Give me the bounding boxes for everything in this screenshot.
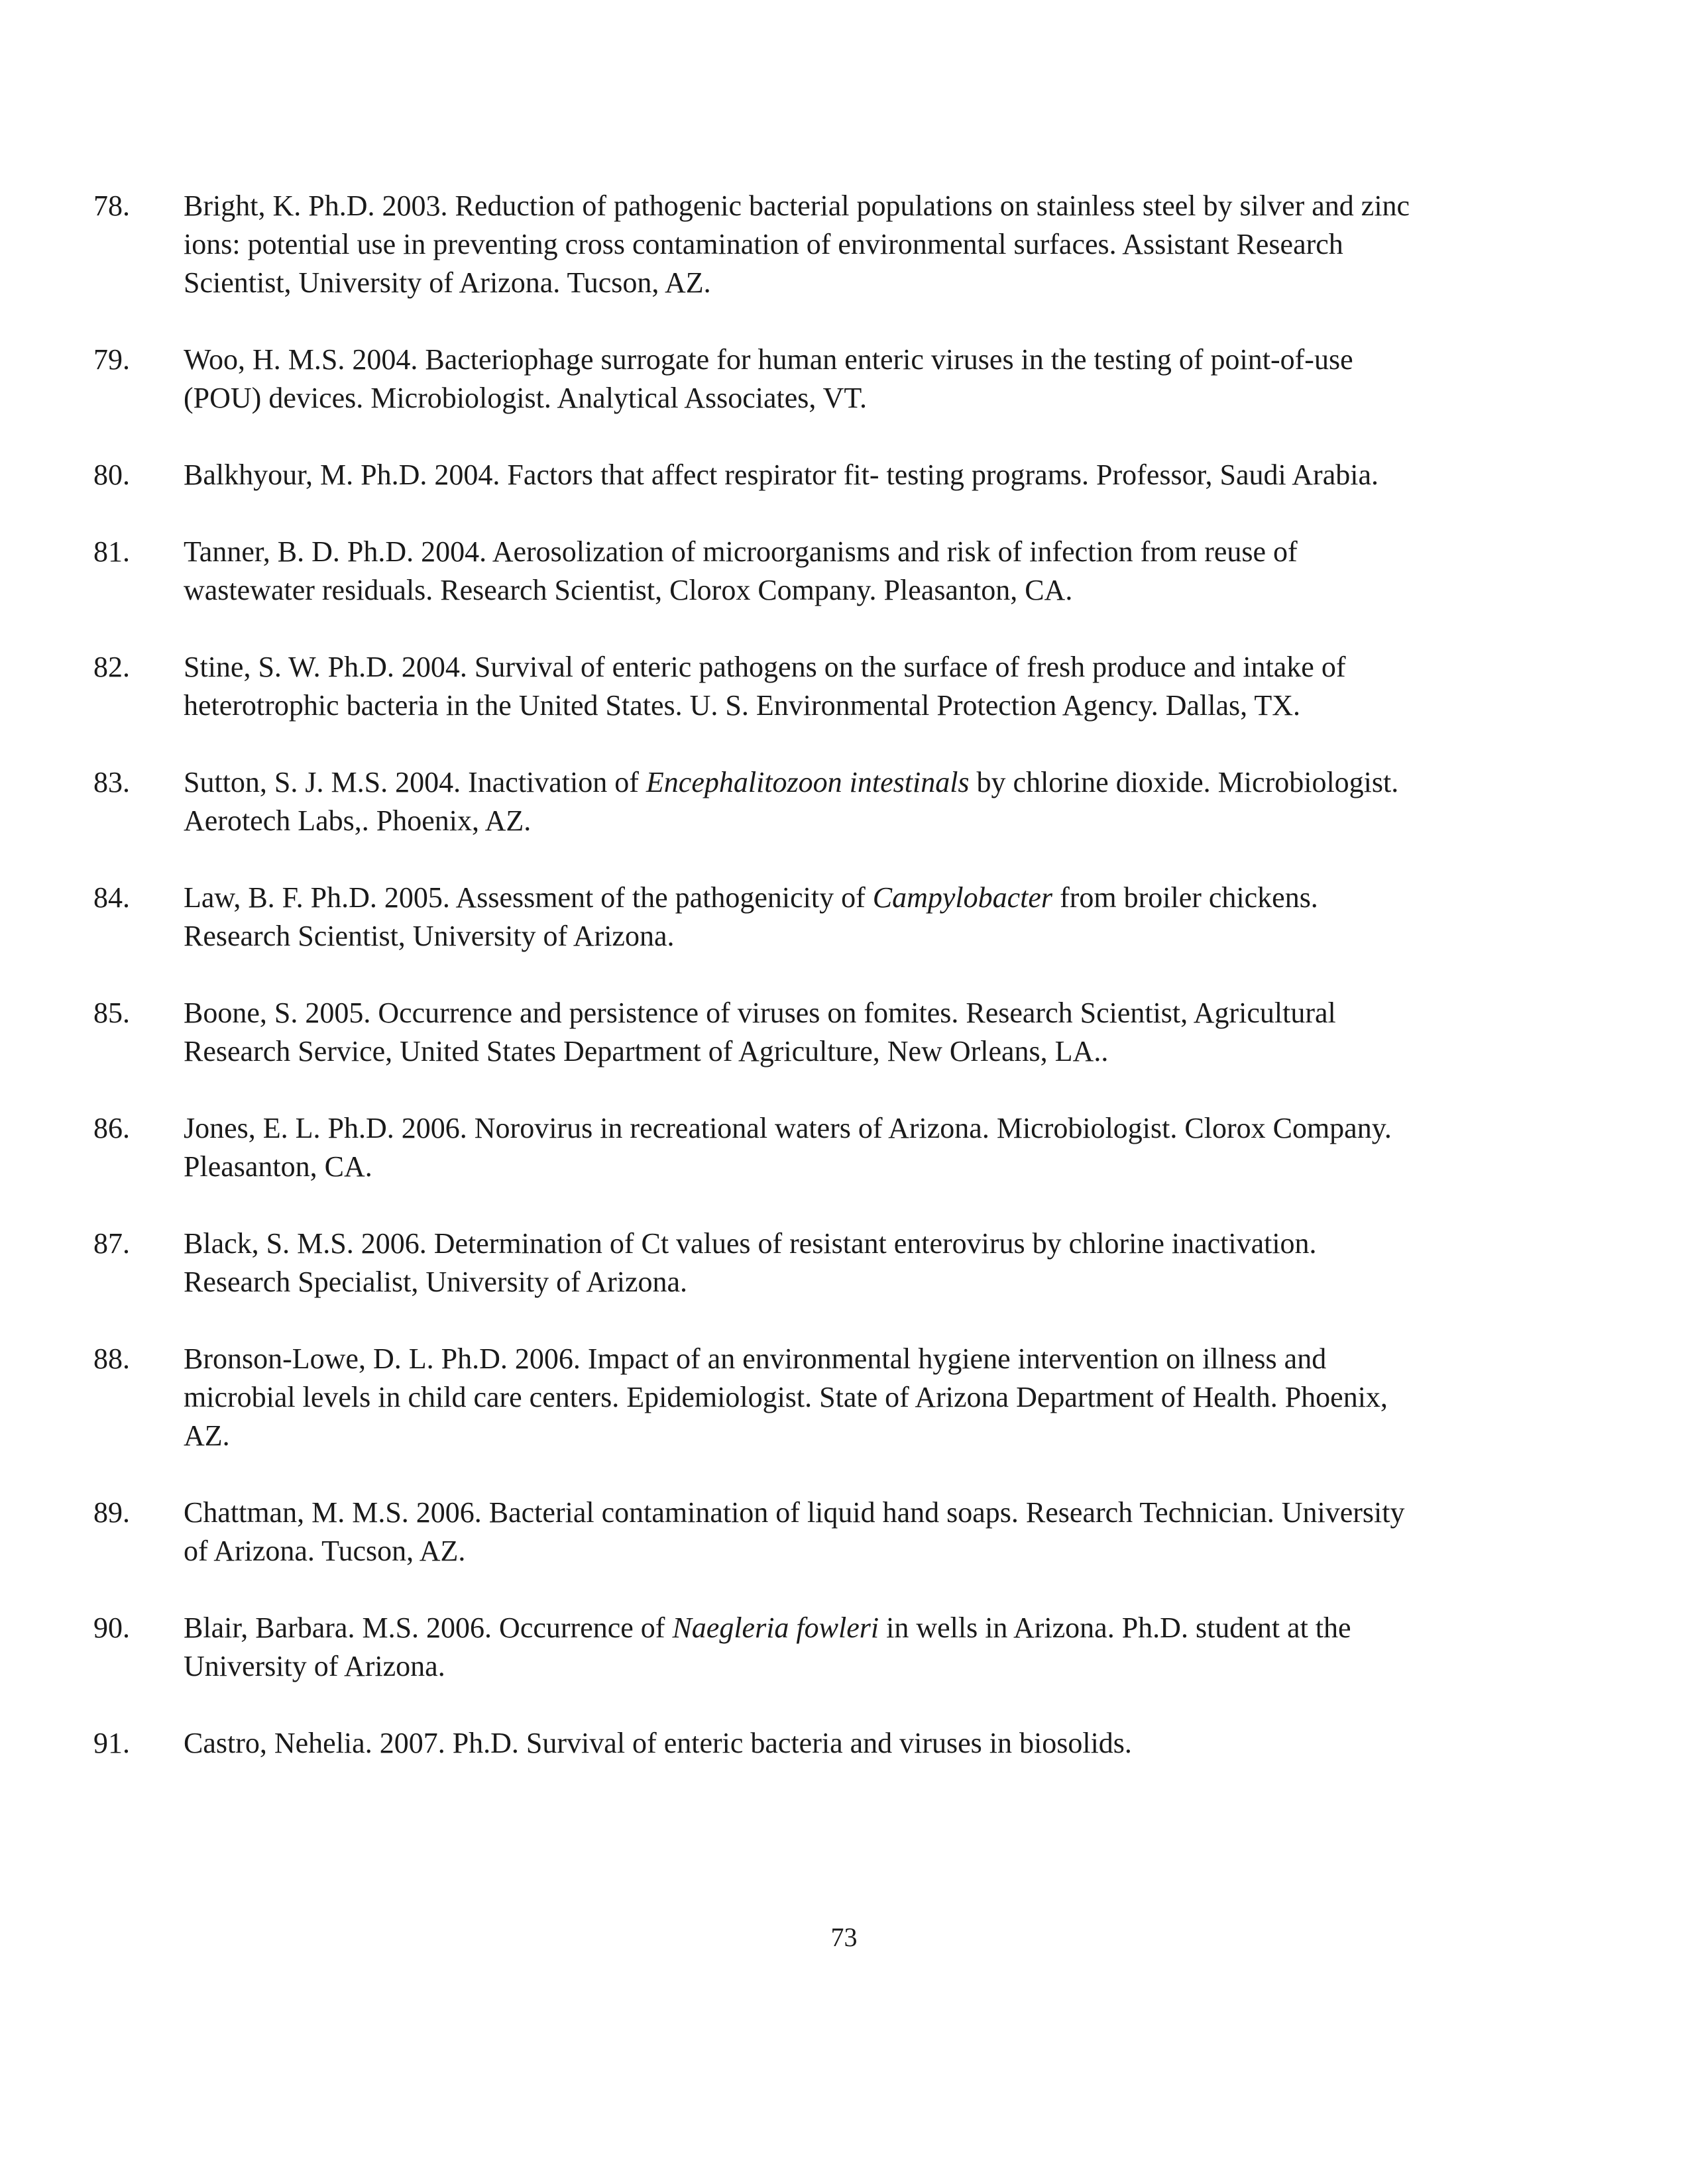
item-number: 91. — [93, 1727, 130, 1759]
item-number: 86. — [93, 1112, 130, 1144]
text-segment: Sutton, S. J. M.S. 2004. Inactivation of — [184, 766, 646, 798]
item-text — [184, 1724, 1688, 1763]
text-line — [184, 225, 1688, 264]
item-number: 82. — [93, 651, 130, 683]
text-segment: by chlorine dioxide. Microbiologist. — [969, 766, 1399, 798]
page-number: 73 — [830, 1922, 858, 1952]
item-number: 90. — [93, 1611, 130, 1644]
text-line — [184, 1378, 1688, 1417]
text-line — [184, 379, 1688, 417]
text-line — [184, 264, 1688, 302]
text-segment: AZ. — [184, 1419, 230, 1452]
text-segment: University of Arizona. — [184, 1650, 445, 1682]
item-text — [184, 879, 1688, 956]
text-segment: Boone, S. 2005. Occurrence and persistence of viruses on fomites. Research Scientist, Agricultural — [184, 997, 1336, 1029]
item-text — [184, 648, 1688, 725]
italic-species-name: Naegleria fowleri — [672, 1611, 879, 1644]
list-item — [0, 879, 1688, 956]
item-text — [184, 1225, 1688, 1301]
text-line — [184, 994, 1688, 1032]
list-item — [0, 1494, 1688, 1570]
item-text — [184, 994, 1688, 1071]
text-segment: Black, S. M.S. 2006. Determination of Ct values of resistant enterovirus by chlorine inactivation. — [184, 1227, 1317, 1260]
text-segment: from broiler chickens. — [1052, 881, 1318, 914]
list-item — [0, 763, 1688, 840]
text-line — [184, 571, 1688, 610]
text-line — [184, 763, 1688, 802]
italic-species-name: Campylobacter — [872, 881, 1053, 914]
item-number: 81. — [93, 535, 130, 568]
text-line — [184, 1494, 1688, 1532]
item-text — [184, 1340, 1688, 1455]
item-text — [184, 187, 1688, 302]
text-line — [184, 686, 1688, 725]
text-segment: wastewater residuals. Research Scientist, Clorox Company. Pleasanton, CA. — [184, 574, 1073, 606]
text-segment: heterotrophic bacteria in the United States. U. S. Environmental Protection Agency. Dallas, TX. — [184, 689, 1301, 722]
item-text — [184, 341, 1688, 417]
item-text — [184, 763, 1688, 840]
text-segment: Jones, E. L. Ph.D. 2006. Norovirus in recreational waters of Arizona. Microbiologist. Clorox Company. — [184, 1112, 1392, 1144]
list-item — [0, 187, 1688, 302]
item-text — [184, 1109, 1688, 1186]
text-line — [184, 879, 1688, 917]
list-item — [0, 341, 1688, 417]
item-number: 87. — [93, 1227, 130, 1260]
item-text — [184, 456, 1688, 494]
text-segment: Blair, Barbara. M.S. 2006. Occurrence of — [184, 1611, 673, 1644]
text-segment: Aerotech Labs,. Phoenix, AZ. — [184, 804, 532, 837]
text-line — [184, 533, 1688, 571]
text-line — [184, 1340, 1688, 1378]
list-item — [0, 1109, 1688, 1186]
item-number: 88. — [93, 1342, 130, 1375]
text-segment: Pleasanton, CA. — [184, 1150, 372, 1183]
text-segment: Chattman, M. M.S. 2006. Bacterial contamination of liquid hand soaps. Research Technician. University — [184, 1496, 1405, 1529]
text-line — [184, 1609, 1688, 1647]
text-segment: Balkhyour, M. Ph.D. 2004. Factors that affect respirator fit- testing programs. Professor, Saudi Arabia. — [184, 459, 1379, 491]
list-item — [0, 456, 1688, 494]
text-line — [184, 1263, 1688, 1301]
text-segment: Tanner, B. D. Ph.D. 2004. Aerosolization of microorganisms and risk of infection from reuse of — [184, 535, 1298, 568]
item-text — [184, 533, 1688, 610]
text-segment: Bright, K. Ph.D. 2003. Reduction of pathogenic bacterial populations on stainless steel by silver and zinc — [184, 190, 1410, 222]
text-line — [184, 456, 1688, 494]
list-item — [0, 1225, 1688, 1301]
list-item — [0, 1609, 1688, 1686]
text-segment: ions: potential use in preventing cross contamination of environmental surfaces. Assistant Research — [184, 228, 1343, 260]
text-segment: Research Service, United States Department of Agriculture, New Orleans, LA.. — [184, 1035, 1109, 1067]
text-line — [184, 341, 1688, 379]
reference-list — [0, 187, 1688, 1801]
item-text — [184, 1494, 1688, 1570]
text-segment: Research Specialist, University of Arizona. — [184, 1266, 688, 1298]
text-segment: in wells in Arizona. Ph.D. student at the — [879, 1611, 1351, 1644]
text-line — [184, 1532, 1688, 1570]
list-item — [0, 533, 1688, 610]
item-number: 80. — [93, 459, 130, 491]
text-line — [184, 1148, 1688, 1186]
item-number: 89. — [93, 1496, 130, 1529]
item-number: 83. — [93, 766, 130, 798]
text-line — [184, 1225, 1688, 1263]
text-line — [184, 187, 1688, 225]
text-segment: microbial levels in child care centers. Epidemiologist. State of Arizona Department of Health. Phoenix, — [184, 1381, 1388, 1413]
text-segment: Bronson-Lowe, D. L. Ph.D. 2006. Impact of an environmental hygiene intervention on illness and — [184, 1342, 1327, 1375]
list-item — [0, 1724, 1688, 1763]
italic-species-name: Encephalitozoon intestinals — [646, 766, 970, 798]
text-line — [184, 648, 1688, 686]
text-line — [184, 1109, 1688, 1148]
list-item — [0, 994, 1688, 1071]
text-line — [184, 917, 1688, 956]
item-number: 78. — [93, 190, 130, 222]
text-segment: Research Scientist, University of Arizona. — [184, 920, 675, 952]
text-segment: Law, B. F. Ph.D. 2005. Assessment of the pathogenicity of — [184, 881, 873, 914]
text-line — [184, 1647, 1688, 1686]
text-line — [184, 1032, 1688, 1071]
list-item — [0, 1340, 1688, 1455]
item-text — [184, 1609, 1688, 1686]
text-line — [184, 802, 1688, 840]
item-number: 84. — [93, 881, 130, 914]
text-line — [184, 1417, 1688, 1455]
text-segment: Stine, S. W. Ph.D. 2004. Survival of enteric pathogens on the surface of fresh produce and intake of — [184, 651, 1346, 683]
text-segment: Woo, H. M.S. 2004. Bacteriophage surrogate for human enteric viruses in the testing of point-of-use — [184, 343, 1353, 376]
text-line — [184, 1724, 1688, 1763]
text-segment: (POU) devices. Microbiologist. Analytical Associates, VT. — [184, 382, 867, 414]
item-number: 85. — [93, 997, 130, 1029]
item-number: 79. — [93, 343, 130, 376]
list-item — [0, 648, 1688, 725]
text-segment: Scientist, University of Arizona. Tucson, AZ. — [184, 266, 711, 299]
text-segment: of Arizona. Tucson, AZ. — [184, 1535, 466, 1567]
text-segment: Castro, Nehelia. 2007. Ph.D. Survival of enteric bacteria and viruses in biosolids. — [184, 1727, 1132, 1759]
